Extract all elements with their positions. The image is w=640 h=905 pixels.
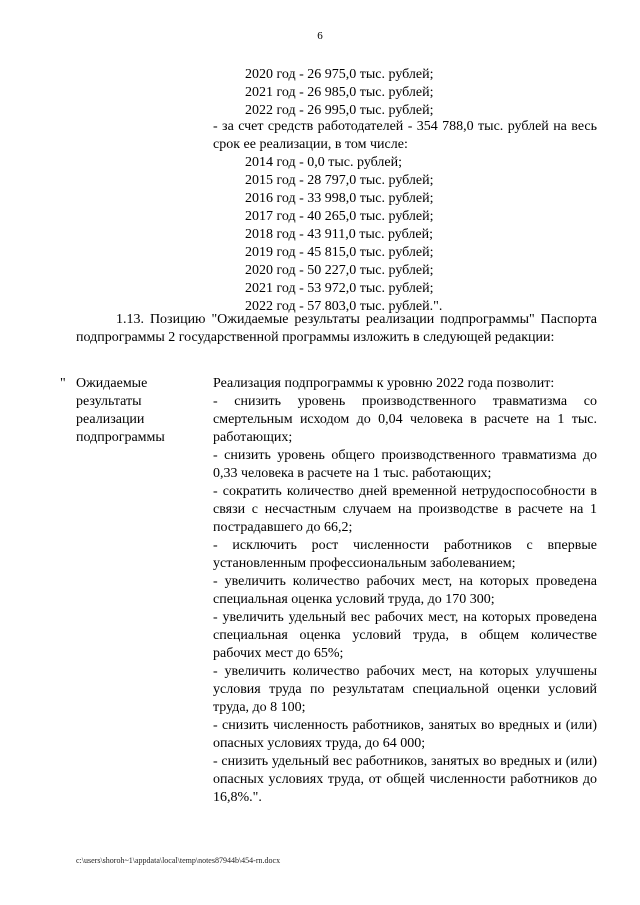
footer-file-path: c:\users\shoroh~1\appdata\local\temp\notes87944b\454-rn.docx bbox=[76, 856, 281, 865]
year-line: 2022 год - 57 803,0 тыс. рублей.". bbox=[245, 299, 443, 314]
table-left-label: Ожидаемые результаты реализации подпрограммы bbox=[76, 376, 165, 445]
section-paragraph: 1.13. Позицию "Ожидаемые результаты реализации подпрограммы" Паспорта подпрограммы 2 государственной программы изложить в следующей редакции: bbox=[76, 312, 597, 345]
result-item: - сократить количество дней временной нетрудоспособности в связи с несчастным случаем на производстве в расчете на 1 пострадавшего до 66,2; bbox=[213, 484, 597, 535]
result-item: - снизить удельный вес работников, занятых во вредных и (или) опасных условиях труда, от общей численности работников до 16,8%.". bbox=[213, 754, 597, 805]
funding-line: 2021 год - 26 985,0 тыс. рублей; bbox=[245, 85, 434, 100]
year-line: 2018 год - 43 911,0 тыс. рублей; bbox=[245, 227, 433, 242]
page-number: 6 bbox=[317, 30, 323, 42]
result-item: - исключить рост численности работников с впервые установленным профессиональным заболеванием; bbox=[213, 538, 597, 571]
results-intro: Реализация подпрограммы к уровню 2022 года позволит: bbox=[213, 376, 555, 391]
year-line: 2019 год - 45 815,0 тыс. рублей; bbox=[245, 245, 434, 260]
funding-line: 2020 год - 26 975,0 тыс. рублей; bbox=[245, 67, 434, 82]
year-line: 2015 год - 28 797,0 тыс. рублей; bbox=[245, 173, 434, 188]
year-line: 2017 год - 40 265,0 тыс. рублей; bbox=[245, 209, 434, 224]
funding-line: 2022 год - 26 995,0 тыс. рублей; bbox=[245, 103, 434, 118]
expected-results-column bbox=[213, 375, 597, 807]
employer-funds-line: - за счет средств работодателей - 354 788,0 тыс. рублей на весь срок ее реализации, в том числе: bbox=[213, 119, 597, 152]
result-item: - снизить уровень производственного травматизма со смертельным исходом до 0,04 человека в расчете на 1 тыс. работающих; bbox=[213, 394, 597, 445]
year-line: 2016 год - 33 998,0 тыс. рублей; bbox=[245, 191, 434, 206]
result-item: - увеличить удельный вес рабочих мест, на которых проведена специальная оценка условий труда, в общем количестве рабочих мест до 65%; bbox=[213, 610, 597, 661]
year-line: 2020 год - 50 227,0 тыс. рублей; bbox=[245, 263, 434, 278]
result-item: - увеличить количество рабочих мест, на которых проведена специальная оценка условий труда, до 170 300; bbox=[213, 574, 597, 607]
open-quote-mark: " bbox=[60, 376, 66, 391]
year-line: 2014 год - 0,0 тыс. рублей; bbox=[245, 155, 403, 170]
year-line: 2021 год - 53 972,0 тыс. рублей; bbox=[245, 281, 434, 296]
result-item: - увеличить количество рабочих мест, на которых улучшены условия труда по результатам специальной оценки условий труда, до 8 100; bbox=[213, 664, 597, 715]
result-item: - снизить численность работников, занятых во вредных и (или) опасных условиях труда, до 64 000; bbox=[213, 718, 597, 751]
result-item: - снизить уровень общего производственного травматизма до 0,33 человека в расчете на 1 тыс. работающих; bbox=[213, 448, 597, 481]
